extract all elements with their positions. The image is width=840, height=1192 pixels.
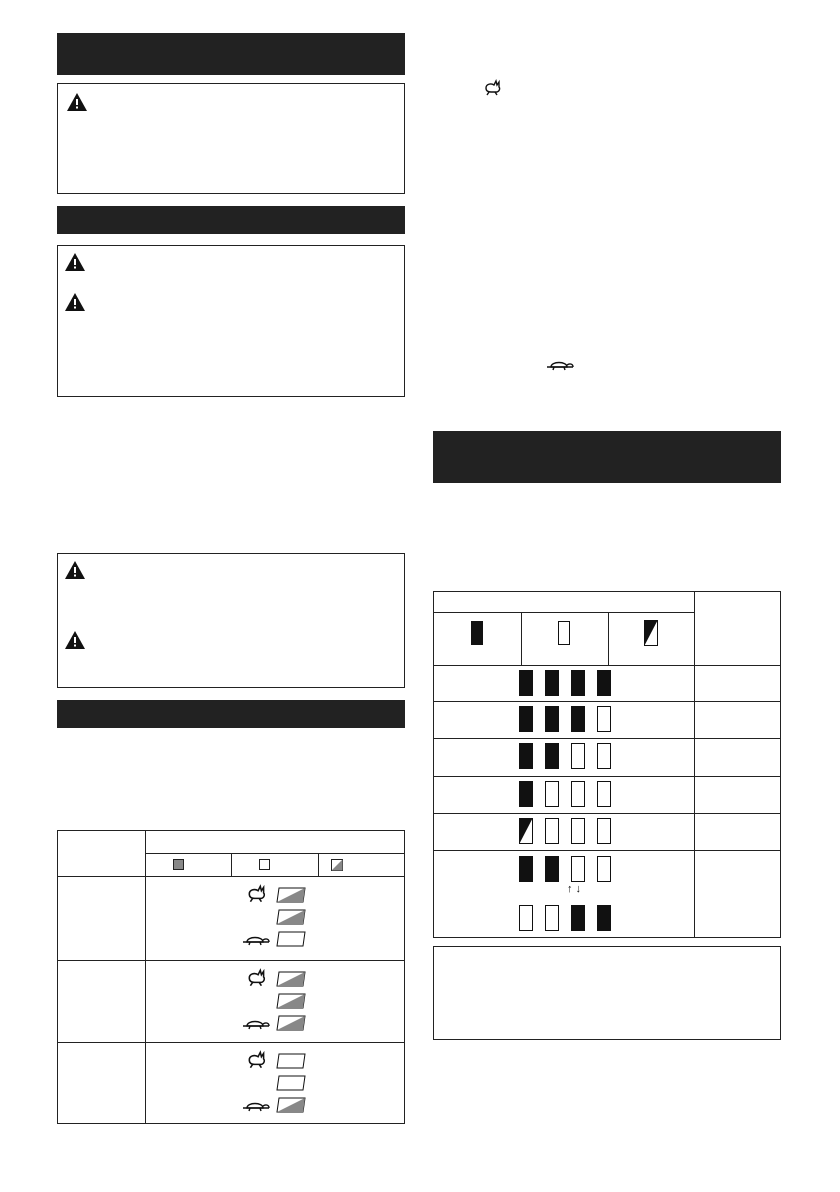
mode-indicator (276, 909, 306, 925)
battery-cell-off (545, 781, 559, 807)
battery-cell-on (519, 706, 533, 732)
rabbit-icon (483, 79, 503, 97)
battery-cell-on (545, 743, 559, 769)
battery-cell-on (519, 781, 533, 807)
battery-cell-off (571, 818, 585, 844)
rabbit-icon (246, 884, 268, 904)
section-4-heading (433, 431, 781, 483)
battery-cell-on (545, 706, 559, 732)
mode-indicator (276, 931, 306, 947)
battery-cell-off (597, 781, 611, 807)
mode-table (57, 830, 405, 1124)
battery-cell-on (545, 670, 559, 696)
legend-lit-icon (471, 621, 483, 645)
battery-cell-on (597, 670, 611, 696)
turtle-icon (240, 1099, 272, 1113)
legend-off-icon (558, 621, 570, 645)
section-2-heading (57, 206, 405, 234)
battery-cell-off (597, 818, 611, 844)
battery-cell-off (597, 706, 611, 732)
rabbit-icon (246, 1050, 268, 1070)
legend-white-swatch (259, 859, 270, 870)
battery-table (433, 591, 781, 938)
battery-cell-on (545, 856, 559, 882)
battery-cell-on (519, 670, 533, 696)
battery-cell-blink (519, 818, 533, 844)
warning-icon (64, 252, 86, 272)
mode-indicator (276, 971, 306, 987)
warning-box-1 (57, 83, 405, 194)
mode-indicator (276, 1053, 306, 1069)
battery-cell-on (519, 743, 533, 769)
warning-icon (64, 630, 86, 650)
warning-icon (66, 92, 88, 112)
battery-cell-on (519, 856, 533, 882)
battery-cell-off (519, 905, 533, 931)
battery-cell-off (545, 818, 559, 844)
battery-cell-off (571, 743, 585, 769)
battery-cell-off (597, 743, 611, 769)
mode-indicator (276, 887, 306, 903)
mode-indicator (276, 1015, 306, 1031)
warning-icon (64, 560, 86, 580)
warning-icon (64, 292, 86, 312)
warning-box-2 (57, 245, 405, 397)
battery-cell-off (597, 856, 611, 882)
battery-cell-off (571, 781, 585, 807)
rabbit-icon (246, 968, 268, 988)
mode-indicator (276, 993, 306, 1009)
turtle-icon (240, 933, 272, 947)
legend-blink-icon (644, 620, 658, 646)
note-box (433, 946, 781, 1040)
legend-gray-swatch (173, 859, 184, 870)
section-3-heading (57, 700, 405, 728)
battery-cell-off (571, 856, 585, 882)
turtle-icon (545, 358, 575, 372)
turtle-icon (240, 1017, 272, 1031)
section-1-heading (57, 33, 405, 75)
battery-cell-on (597, 905, 611, 931)
battery-cell-on (571, 905, 585, 931)
mode-indicator (276, 1097, 306, 1113)
battery-cell-off (545, 905, 559, 931)
battery-cell-on (571, 670, 585, 696)
mode-indicator (276, 1075, 306, 1091)
toggle-arrows: ↑ ↓ (567, 883, 582, 895)
legend-half-swatch (331, 859, 343, 871)
warning-box-3 (57, 553, 405, 688)
battery-cell-on (571, 706, 585, 732)
